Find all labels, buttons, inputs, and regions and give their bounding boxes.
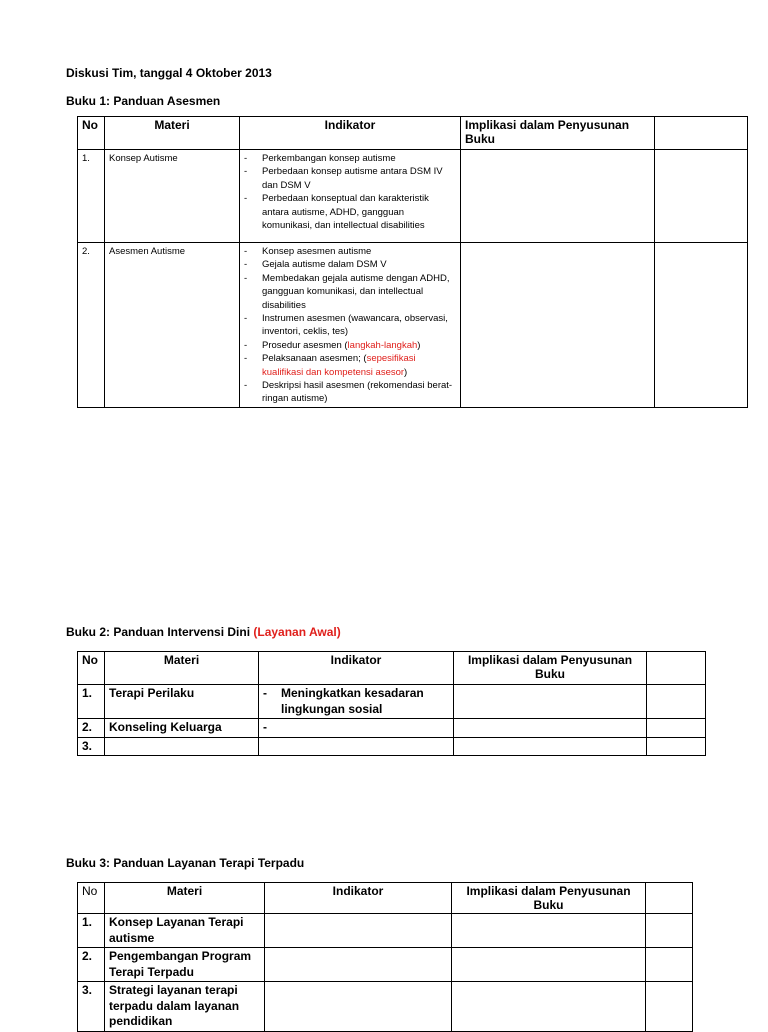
table-row: [78, 948, 693, 982]
cell-no: 3.: [78, 982, 105, 1032]
highlight-text: sepesifikasi kualifikasi dan kompetensi asesor: [262, 353, 416, 378]
header-indikator: Indikator: [259, 652, 454, 685]
cell-indikator: [240, 150, 461, 243]
table-header-row: [78, 117, 748, 150]
cell-implikasi: [461, 150, 655, 243]
cell-no: 2.: [78, 948, 105, 982]
buku3-table: [77, 882, 693, 1032]
cell-materi: Konsep Layanan Terapi autisme: [105, 914, 265, 948]
cell-indikator: [259, 685, 454, 719]
cell-no: 1.: [78, 685, 105, 719]
table-row: [78, 914, 693, 948]
cell-no: 2.: [78, 719, 105, 738]
buku1-heading: Buku 1: Panduan Asesmen: [66, 94, 221, 108]
cell-extra: [646, 948, 693, 982]
table-row: [78, 737, 706, 756]
cell-indikator: [259, 737, 454, 756]
table-header-row: [78, 883, 693, 914]
cell-implikasi: [454, 737, 647, 756]
cell-materi: Terapi Perilaku: [105, 685, 259, 719]
header-indikator: Indikator: [265, 883, 452, 914]
cell-materi: Asesmen Autisme: [105, 243, 240, 408]
header-extra: [647, 652, 706, 685]
header-extra: [655, 117, 748, 150]
list-item: - Instrumen asesmen (wawancara, observasi, inventori, ceklis, tes): [244, 312, 456, 339]
header-materi: Materi: [105, 883, 265, 914]
cell-no: 1.: [78, 150, 105, 243]
cell-indikator: [240, 243, 461, 408]
header-implikasi: Implikasi dalam Penyusunan Buku: [461, 117, 655, 150]
list-item: - Pelaksanaan asesmen; (sepesifikasi kualifikasi dan kompetensi asesor): [244, 352, 456, 379]
cell-extra: [655, 150, 748, 243]
table-row: [78, 719, 706, 738]
cell-materi: Konseling Keluarga: [105, 719, 259, 738]
header-indikator: Indikator: [240, 117, 461, 150]
buku3-heading: Buku 3: Panduan Layanan Terapi Terpadu: [66, 856, 305, 870]
cell-implikasi: [454, 685, 647, 719]
list-item: - Prosedur asesmen (langkah-langkah): [244, 339, 456, 352]
header-materi: Materi: [105, 117, 240, 150]
cell-extra: [647, 719, 706, 738]
cell-implikasi: [461, 243, 655, 408]
list-item: - Perbedaan konseptual dan karakteristik antara autisme, ADHD, gangguan komunikasi, dan intellectual disabilities: [244, 192, 456, 232]
header-no: No: [78, 652, 105, 685]
header-extra: [646, 883, 693, 914]
list-item: - Konsep asesmen autisme: [244, 245, 456, 258]
list-item: - Meningkatkan kesadaran lingkungan sosial: [263, 686, 449, 717]
cell-no: 1.: [78, 914, 105, 948]
header-no: No: [78, 883, 105, 914]
cell-materi: [105, 737, 259, 756]
cell-no: 2.: [78, 243, 105, 408]
header-implikasi: Implikasi dalam Penyusunan Buku: [452, 883, 646, 914]
table-row: [78, 243, 748, 408]
cell-implikasi: [452, 914, 646, 948]
highlight-text: (Layanan Awal): [253, 625, 341, 639]
cell-indikator: [265, 948, 452, 982]
list-item: - Membedakan gejala autisme dengan ADHD, gangguan komunikasi, dan intellectual disabilities: [244, 272, 456, 312]
cell-no: 3.: [78, 737, 105, 756]
list-item: - Perbedaan konsep autisme antara DSM IV dan DSM V: [244, 165, 456, 192]
cell-extra: [647, 737, 706, 756]
cell-extra: [655, 243, 748, 408]
cell-materi: Strategi layanan terapi terpadu dalam layanan pendidikan: [105, 982, 265, 1032]
list-item: - Deskripsi hasil asesmen (rekomendasi berat-ringan autisme): [244, 379, 456, 406]
header-implikasi: Implikasi dalam Penyusunan Buku: [454, 652, 647, 685]
highlight-text: langkah-langkah: [347, 339, 418, 351]
cell-extra: [647, 685, 706, 719]
cell-materi: Konsep Autisme: [105, 150, 240, 243]
buku2-heading: Buku 2: Panduan Intervensi Dini (Layanan Awal): [66, 625, 341, 639]
table-row: [78, 150, 748, 243]
cell-implikasi: [454, 719, 647, 738]
cell-extra: [646, 914, 693, 948]
header-no: No: [78, 117, 105, 150]
document-title: Diskusi Tim, tanggal 4 Oktober 2013: [66, 66, 272, 80]
table-row: [78, 685, 706, 719]
buku1-table: [77, 116, 748, 408]
cell-materi: Pengembangan Program Terapi Terpadu: [105, 948, 265, 982]
list-item: - Gejala autisme dalam DSM V: [244, 258, 456, 271]
table-header-row: [78, 652, 706, 685]
cell-indikator: [259, 719, 454, 738]
cell-implikasi: [452, 948, 646, 982]
list-item: - Perkembangan konsep autisme: [244, 152, 456, 165]
buku2-table: [77, 651, 706, 756]
cell-indikator: [265, 914, 452, 948]
header-materi: Materi: [105, 652, 259, 685]
